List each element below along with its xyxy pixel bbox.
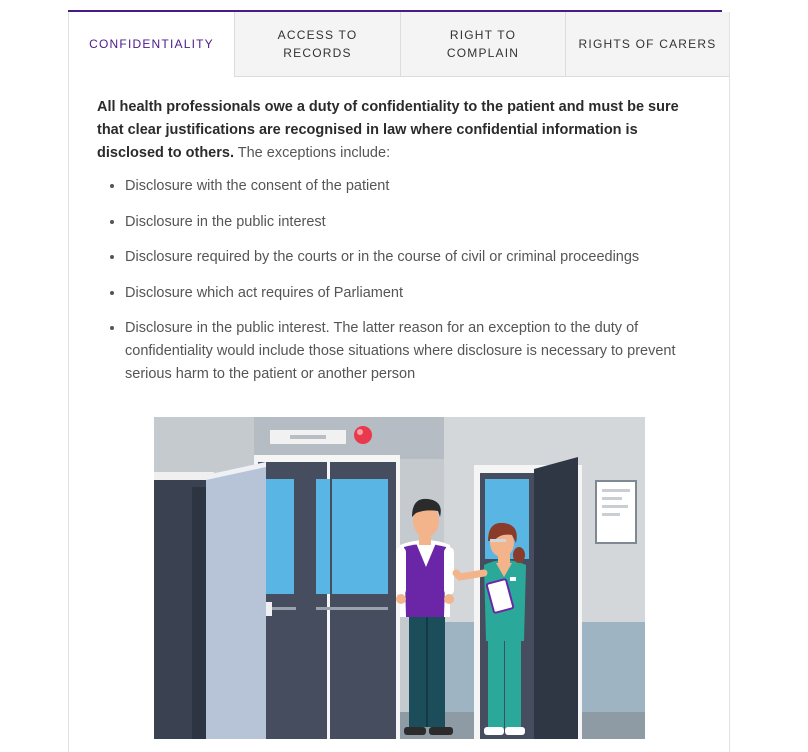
tab-rights-of-carers[interactable]: [565, 12, 729, 77]
intro-bold-text: All health professionals owe a duty of confidentiality to the patient and must be sure that clear justifications are recognised in law where confidential information is disclosed to others.: [97, 99, 679, 161]
tab-label: ACCESS TO RECORDS: [277, 28, 358, 60]
intro-text: The exceptions include:: [233, 145, 391, 161]
tab-bar: [69, 12, 729, 77]
exit-sign-bar: [290, 435, 326, 439]
exceptions-list: [97, 175, 707, 386]
alarm-light: [354, 426, 372, 444]
intro-paragraph: [97, 96, 707, 165]
tab-panel-confidentiality: [97, 96, 707, 399]
tab-label: RIGHT TO COMPLAIN: [446, 28, 520, 60]
content-card: [68, 12, 730, 752]
list-item: • Disclosure with the consent of the patient: [125, 175, 707, 198]
left-open-door: [206, 462, 266, 739]
tab-label: CONFIDENTIALITY: [89, 37, 214, 51]
tab-confidentiality[interactable]: [69, 12, 234, 77]
list-item: • Disclosure in the public interest: [125, 211, 707, 234]
tab-access-to-records[interactable]: [234, 12, 400, 77]
list-item: • Disclosure in the public interest. The latter reason for an exception to the duty of confidentiality would include those situations where disclosure is necessary to prevent serious harm to the patient or another person: [125, 317, 707, 386]
tab-right-to-complain[interactable]: [400, 12, 565, 77]
tab-label: RIGHTS OF CARERS: [578, 37, 717, 51]
door-window: [266, 479, 294, 594]
list-item: • Disclosure which act requires of Parliament: [125, 282, 707, 305]
right-open-door: [534, 457, 578, 739]
push-bar: [316, 607, 388, 610]
list-item: • Disclosure required by the courts or in the course of civil or criminal proceedings: [125, 246, 707, 269]
door-window: [316, 479, 388, 594]
hospital-corridor-illustration: [154, 417, 645, 739]
